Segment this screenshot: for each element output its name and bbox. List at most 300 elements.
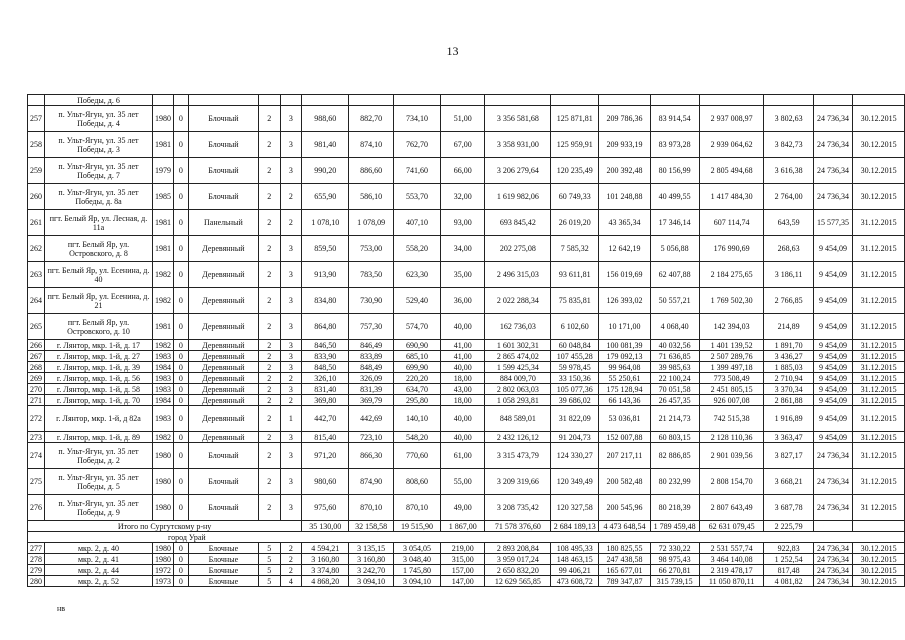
entrances-cell: 3 [280,106,302,132]
total-area-cell: 833,90 [302,351,349,362]
year-built-cell: 1982 [152,340,173,351]
total-area-cell: 655,90 [302,184,349,210]
total-c13-cell: 4 473 648,54 [599,521,650,532]
table-row [28,395,905,406]
table-row [28,443,905,469]
residential-area-cell: 558,20 [393,236,440,262]
cost-share-2-cell: 43 365,34 [599,210,650,236]
cost-share-2-cell: 209 933,19 [599,132,650,158]
total-c9-cell: 19 515,90 [393,521,440,532]
total-area-cell: 859,50 [302,236,349,262]
residential-area-cell: 808,60 [393,469,440,495]
residential-area-cell: 734,10 [393,106,440,132]
total-cost-cell: 3 358 931,00 [485,132,551,158]
year-built-cell: 1982 [152,432,173,443]
floors-cell: 5 [258,576,280,587]
col-3-cell: 0 [173,288,188,314]
year-built-cell: 1981 [152,314,173,340]
address-cell: Победы, д. 6 [45,95,153,106]
cost-per-sqm-cell: 3 436,27 [764,351,813,362]
col-3-cell: 0 [173,184,188,210]
cost-per-sqm-cell: 3 370,34 [764,384,813,395]
cost-share-3-cell: 80 232,99 [650,469,699,495]
living-area-cell: 757,30 [349,314,393,340]
limit-cost-cell: 9 454,09 [813,362,853,373]
residents-cell: 35,00 [441,262,485,288]
wall-material-cell: Блочный [188,158,258,184]
cost-per-sqm-cell: 2 766,85 [764,288,813,314]
cost-share-2-cell: 179 092,13 [599,351,650,362]
cost-per-sqm-cell: 3 668,21 [764,469,813,495]
total-c7-cell: 35 130,00 [302,521,349,532]
cost-share-1-cell: 120 349,49 [551,469,599,495]
cost-per-sqm-cell: 2 710,94 [764,373,813,384]
entrances-cell: 2 [280,210,302,236]
total-cost-cell: 3 356 581,68 [485,106,551,132]
cost-share-4-cell: 1 399 497,18 [699,362,764,373]
cost-share-2-cell: 53 036,81 [599,406,650,432]
table-row [28,432,905,443]
cost-share-1-cell: 6 102,60 [551,314,599,340]
cost-share-4-cell: 176 990,69 [699,236,764,262]
entrances-cell: 3 [280,340,302,351]
floors-cell: 2 [258,373,280,384]
cost-share-3-cell: 50 557,21 [650,288,699,314]
wall-material-cell: Блочный [188,443,258,469]
table-row-continuation [28,95,905,106]
wall-material-cell: Деревянный [188,288,258,314]
row-number-cell: 273 [28,432,45,443]
limit-cost-cell: 24 736,34 [813,554,853,565]
limit-cost-cell: 24 736,34 [813,158,853,184]
cost-share-4-cell: 142 394,03 [699,314,764,340]
row-number-cell: 276 [28,495,45,521]
cost-share-4-cell: 742 515,38 [699,406,764,432]
wall-material-cell: Деревянный [188,432,258,443]
cost-share-4-cell: 773 508,49 [699,373,764,384]
total-area-cell: 913,90 [302,262,349,288]
address-cell: п. Ульт-Ягун, ул. 35 лет Победы, д. 7 [45,158,153,184]
limit-cost-cell: 24 736,34 [813,543,853,554]
residents-cell: 147,00 [441,576,485,587]
floors-cell: 2 [258,395,280,406]
cost-per-sqm-cell: 817,48 [764,565,813,576]
cost-share-1-cell: 120 327,58 [551,495,599,521]
completion-date-cell: 31.12.2015 [853,469,905,495]
table-row [28,576,905,587]
residents-cell: 34,00 [441,236,485,262]
col-3-cell: 0 [173,373,188,384]
table-row [28,554,905,565]
completion-date-cell: 30.12.2015 [853,565,905,576]
cost-per-sqm-cell: 1 885,03 [764,362,813,373]
cost-share-4-cell: 11 050 870,11 [699,576,764,587]
year-built-cell: 1983 [152,351,173,362]
cost-share-3-cell: 21 214,73 [650,406,699,432]
year-built-cell: 1983 [152,373,173,384]
address-cell: г. Лянтор, мкр. 1-й, д. 27 [45,351,153,362]
row-number-cell: 269 [28,373,45,384]
row-number-cell: 267 [28,351,45,362]
cost-share-1-cell: 473 608,72 [551,576,599,587]
cost-share-3-cell: 40 499,55 [650,184,699,210]
total-cost-cell: 2 893 208,84 [485,543,551,554]
col-3-cell: 0 [173,314,188,340]
table-row [28,351,905,362]
entrances-cell: 2 [280,543,302,554]
floors-cell: 2 [258,406,280,432]
total-cost-cell: 2 496 315,03 [485,262,551,288]
residents-cell: 55,00 [441,469,485,495]
cost-share-2-cell: 12 642,19 [599,236,650,262]
city-header: город Урай [28,532,905,543]
floors-cell: 2 [258,262,280,288]
footer-mark: нв [57,604,66,613]
floors-cell: 2 [258,384,280,395]
cost-per-sqm-cell: 3 827,17 [764,443,813,469]
floors-cell: 2 [258,362,280,373]
row-number-cell: 268 [28,362,45,373]
limit-cost-cell: 9 454,09 [813,406,853,432]
cost-per-sqm-cell: 3 363,47 [764,432,813,443]
total-cost-cell: 1 599 425,34 [485,362,551,373]
total-area-cell: 848,50 [302,362,349,373]
wall-material-cell: Деревянный [188,236,258,262]
address-cell: г. Лянтор, мкр. 1-й, д. 89 [45,432,153,443]
total-label: Итого по Сургутскому р-ну [28,521,302,532]
floors-cell: 2 [258,340,280,351]
cost-share-4-cell: 3 464 140,08 [699,554,764,565]
wall-material-cell: Блочные [188,565,258,576]
year-built-cell: 1981 [152,210,173,236]
residential-area-cell: 3 048,40 [393,554,440,565]
cost-share-2-cell: 200 392,48 [599,158,650,184]
residents-cell: 67,00 [441,132,485,158]
residents-cell: 32,00 [441,184,485,210]
year-built-cell: 1985 [152,184,173,210]
address-cell: п. Ульт-Ягун, ул. 35 лет Победы, д. 4 [45,106,153,132]
limit-cost-cell: 24 736,34 [813,106,853,132]
table-row [28,210,905,236]
cost-share-3-cell: 26 457,35 [650,395,699,406]
cost-share-2-cell: 55 250,61 [599,373,650,384]
year-built-cell: 1984 [152,362,173,373]
residential-area-cell: 529,40 [393,288,440,314]
cost-share-1-cell: 124 330,27 [551,443,599,469]
completion-date-cell: 31.12.2015 [853,443,905,469]
residents-cell: 18,00 [441,373,485,384]
total-cost-cell: 2 432 126,12 [485,432,551,443]
address-cell: пгт. Белый Яр, ул. Есенина, д. 21 [45,288,153,314]
cost-share-3-cell: 82 886,85 [650,443,699,469]
housing-register-table [27,94,905,587]
residents-cell: 40,00 [441,432,485,443]
entrances-cell: 3 [280,132,302,158]
col-3-cell: 0 [173,262,188,288]
col-3-cell: 0 [173,406,188,432]
cost-share-1-cell: 59 978,45 [551,362,599,373]
col-3-cell: 0 [173,565,188,576]
limit-cost-cell: 24 736,34 [813,495,853,521]
cost-share-2-cell: 200 545,96 [599,495,650,521]
cost-share-1-cell: 107 455,28 [551,351,599,362]
year-built-cell: 1980 [152,469,173,495]
residents-cell: 40,00 [441,314,485,340]
total-cost-cell: 3 209 319,66 [485,469,551,495]
cost-share-1-cell: 148 463,15 [551,554,599,565]
wall-material-cell: Деревянный [188,340,258,351]
entrances-cell: 3 [280,158,302,184]
limit-cost-cell: 24 736,34 [813,184,853,210]
row-number-cell: 259 [28,158,45,184]
table-row [28,565,905,576]
total-area-cell: 442,70 [302,406,349,432]
cost-share-2-cell: 126 393,02 [599,288,650,314]
cost-share-2-cell: 100 081,39 [599,340,650,351]
cost-per-sqm-cell: 4 081,82 [764,576,813,587]
table-row [28,469,905,495]
cost-share-4-cell: 926 007,08 [699,395,764,406]
cost-share-1-cell: 39 686,02 [551,395,599,406]
cost-share-1-cell: 26 019,20 [551,210,599,236]
table-row [28,132,905,158]
floors-cell: 2 [258,210,280,236]
completion-date-cell: 31.12.2015 [853,373,905,384]
total-cost-cell: 162 736,03 [485,314,551,340]
address-cell: г. Лянтор, мкр. 1-й, д. 39 [45,362,153,373]
col-3-cell: 0 [173,384,188,395]
col-3-cell: 0 [173,132,188,158]
address-cell: пгт. Белый Яр, ул. Островского, д. 10 [45,314,153,340]
completion-date-cell: 31 12.2015 [853,495,905,521]
completion-date-cell: 30.12.2015 [853,543,905,554]
cost-share-1-cell: 60 749,33 [551,184,599,210]
row-number-cell: 278 [28,554,45,565]
year-built-cell: 1982 [152,262,173,288]
cost-per-sqm-cell: 1 891,70 [764,340,813,351]
cost-share-4-cell: 2 807 643,49 [699,495,764,521]
cost-share-3-cell: 39 985,63 [650,362,699,373]
living-area-cell: 369,79 [349,395,393,406]
cost-per-sqm-cell: 2 764,00 [764,184,813,210]
floors-cell: 2 [258,351,280,362]
row-number-cell: 270 [28,384,45,395]
total-c10-cell: 1 867,00 [441,521,485,532]
living-area-cell: 833,89 [349,351,393,362]
cost-share-3-cell: 83 914,54 [650,106,699,132]
cost-share-1-cell: 33 150,36 [551,373,599,384]
address-cell: г. Лянтор, мкр. 1-й, д. 58 [45,384,153,395]
table-row [28,158,905,184]
col-3-cell: 0 [173,340,188,351]
limit-cost-cell: 9 454,09 [813,236,853,262]
wall-material-cell: Блочные [188,576,258,587]
wall-material-cell: Деревянный [188,314,258,340]
wall-material-cell: Блочный [188,469,258,495]
completion-date-cell: 31.12.2015 [853,288,905,314]
limit-cost-cell: 9 454,09 [813,351,853,362]
total-area-cell: 971,20 [302,443,349,469]
address-cell: г. Лянтор, мкр. 1-й, д. 17 [45,340,153,351]
residential-area-cell: 699,90 [393,362,440,373]
row-number-cell: 261 [28,210,45,236]
residents-cell: 66,00 [441,158,485,184]
cost-share-3-cell: 22 100,24 [650,373,699,384]
cost-per-sqm-cell: 214,89 [764,314,813,340]
row-number-cell: 277 [28,543,45,554]
address-cell: п. Ульт-Ягун, ул. 35 лет Победы, д. 8а [45,184,153,210]
wall-material-cell: Блочные [188,554,258,565]
row-number-cell: 263 [28,262,45,288]
cost-share-1-cell: 108 495,33 [551,543,599,554]
floors-cell: 2 [258,495,280,521]
row-number-cell: 271 [28,395,45,406]
residential-area-cell: 3 094,10 [393,576,440,587]
year-built-cell: 1984 [152,395,173,406]
table-row [28,236,905,262]
total-area-cell: 975,60 [302,495,349,521]
address-cell: п. Ульт-Ягун, ул. 35 лет Победы, д. 9 [45,495,153,521]
entrances-cell: 3 [280,432,302,443]
total-c8-cell: 32 158,58 [349,521,393,532]
col-3-cell: 0 [173,395,188,406]
total-area-cell: 1 078,10 [302,210,349,236]
cost-share-4-cell: 2 939 064,62 [699,132,764,158]
completion-date-cell: 30.12.2015 [853,576,905,587]
cost-share-2-cell: 207 217,11 [599,443,650,469]
entrances-cell: 3 [280,314,302,340]
address-cell: пгт. Белый Яр, ул. Лесная, д. 11а [45,210,153,236]
limit-cost-cell: 24 736,34 [813,443,853,469]
year-built-cell: 1979 [152,158,173,184]
total-area-cell: 326,10 [302,373,349,384]
living-area-cell: 3 135,15 [349,543,393,554]
floors-cell: 5 [258,554,280,565]
col-3-cell: 0 [173,543,188,554]
total-area-cell: 3 374,80 [302,565,349,576]
total-cost-cell: 202 275,08 [485,236,551,262]
total-area-cell: 864,80 [302,314,349,340]
residential-area-cell: 220,20 [393,373,440,384]
row-number-cell: 260 [28,184,45,210]
cost-share-2-cell: 66 143,36 [599,395,650,406]
total-area-cell: 4 868,20 [302,576,349,587]
total-area-cell: 4 594,21 [302,543,349,554]
total-area-cell: 3 160,80 [302,554,349,565]
floors-cell: 2 [258,314,280,340]
floors-cell: 2 [258,432,280,443]
cost-share-2-cell: 156 019,69 [599,262,650,288]
row-number-cell: 279 [28,565,45,576]
table-row [28,314,905,340]
floors-cell: 2 [258,443,280,469]
living-area-cell: 3 094,10 [349,576,393,587]
cost-share-2-cell: 247 438,58 [599,554,650,565]
cost-share-2-cell: 175 128,94 [599,384,650,395]
address-cell: г. Лянтор, мкр. 1-й, д. 70 [45,395,153,406]
year-built-cell: 1973 [152,576,173,587]
total-cost-cell: 848 589,01 [485,406,551,432]
entrances-cell: 2 [280,565,302,576]
cost-share-4-cell: 2 507 289,76 [699,351,764,362]
completion-date-cell: 31.12.2015 [853,262,905,288]
address-cell: пгт. Белый Яр, ул. Островского, д. 8 [45,236,153,262]
year-built-cell: 1981 [152,236,173,262]
living-area-cell: 3 242,70 [349,565,393,576]
total-area-cell: 980,60 [302,469,349,495]
total-area-cell: 815,40 [302,432,349,443]
cost-share-4-cell: 1 769 502,30 [699,288,764,314]
total-area-cell: 988,60 [302,106,349,132]
year-built-cell: 1980 [152,495,173,521]
cost-share-1-cell: 105 077,36 [551,384,599,395]
col-3-cell: 0 [173,106,188,132]
total-area-cell: 831,40 [302,384,349,395]
living-area-cell: 874,90 [349,469,393,495]
col-3-cell: 0 [173,158,188,184]
entrances-cell: 2 [280,554,302,565]
cost-share-3-cell: 315 739,15 [650,576,699,587]
entrances-cell: 1 [280,406,302,432]
col-3-cell: 0 [173,362,188,373]
living-area-cell: 326,09 [349,373,393,384]
residents-cell: 61,00 [441,443,485,469]
cost-share-1-cell: 60 048,84 [551,340,599,351]
cost-share-3-cell: 83 973,28 [650,132,699,158]
total-cost-cell: 1 601 302,31 [485,340,551,351]
col-3-cell: 0 [173,432,188,443]
limit-cost-cell: 9 454,09 [813,262,853,288]
wall-material-cell: Деревянный [188,351,258,362]
cost-share-2-cell: 789 347,87 [599,576,650,587]
wall-material-cell: Блочный [188,106,258,132]
total-c16-cell: 2 225,79 [764,521,813,532]
cost-share-4-cell: 1 401 139,52 [699,340,764,351]
table-row [28,340,905,351]
total-c12-cell: 2 684 189,13 [551,521,599,532]
completion-date-cell: 31.12.2015 [853,384,905,395]
address-cell: мкр. 2, д. 40 [45,543,153,554]
residential-area-cell: 623,30 [393,262,440,288]
limit-cost-cell: 24 736,34 [813,576,853,587]
residential-area-cell: 741,60 [393,158,440,184]
residents-cell: 51,00 [441,106,485,132]
limit-cost-cell: 24 736,34 [813,132,853,158]
entrances-cell: 3 [280,495,302,521]
residents-cell: 43,00 [441,384,485,395]
total-c14-cell: 1 789 459,48 [650,521,699,532]
residential-area-cell: 634,70 [393,384,440,395]
living-area-cell: 783,50 [349,262,393,288]
cost-share-4-cell: 2 128 110,36 [699,432,764,443]
cost-share-1-cell: 93 611,81 [551,262,599,288]
floors-cell: 2 [258,132,280,158]
cost-share-2-cell: 200 582,48 [599,469,650,495]
total-cost-cell: 1 619 982,06 [485,184,551,210]
address-cell: п. Ульт-Ягун, ул. 35 лет Победы, д. 2 [45,443,153,469]
empty-cell [813,521,853,532]
residential-area-cell: 553,70 [393,184,440,210]
total-cost-cell: 3 206 279,64 [485,158,551,184]
cost-share-2-cell: 152 007,88 [599,432,650,443]
address-cell: г. Лянтор, мкр. 1-й, д 82а [45,406,153,432]
page-number: 13 [446,44,459,58]
cost-share-3-cell: 5 056,88 [650,236,699,262]
completion-date-cell: 31.12.2015 [853,314,905,340]
entrances-cell: 2 [280,373,302,384]
limit-cost-cell: 9 454,09 [813,432,853,443]
col-3-cell: 0 [173,443,188,469]
